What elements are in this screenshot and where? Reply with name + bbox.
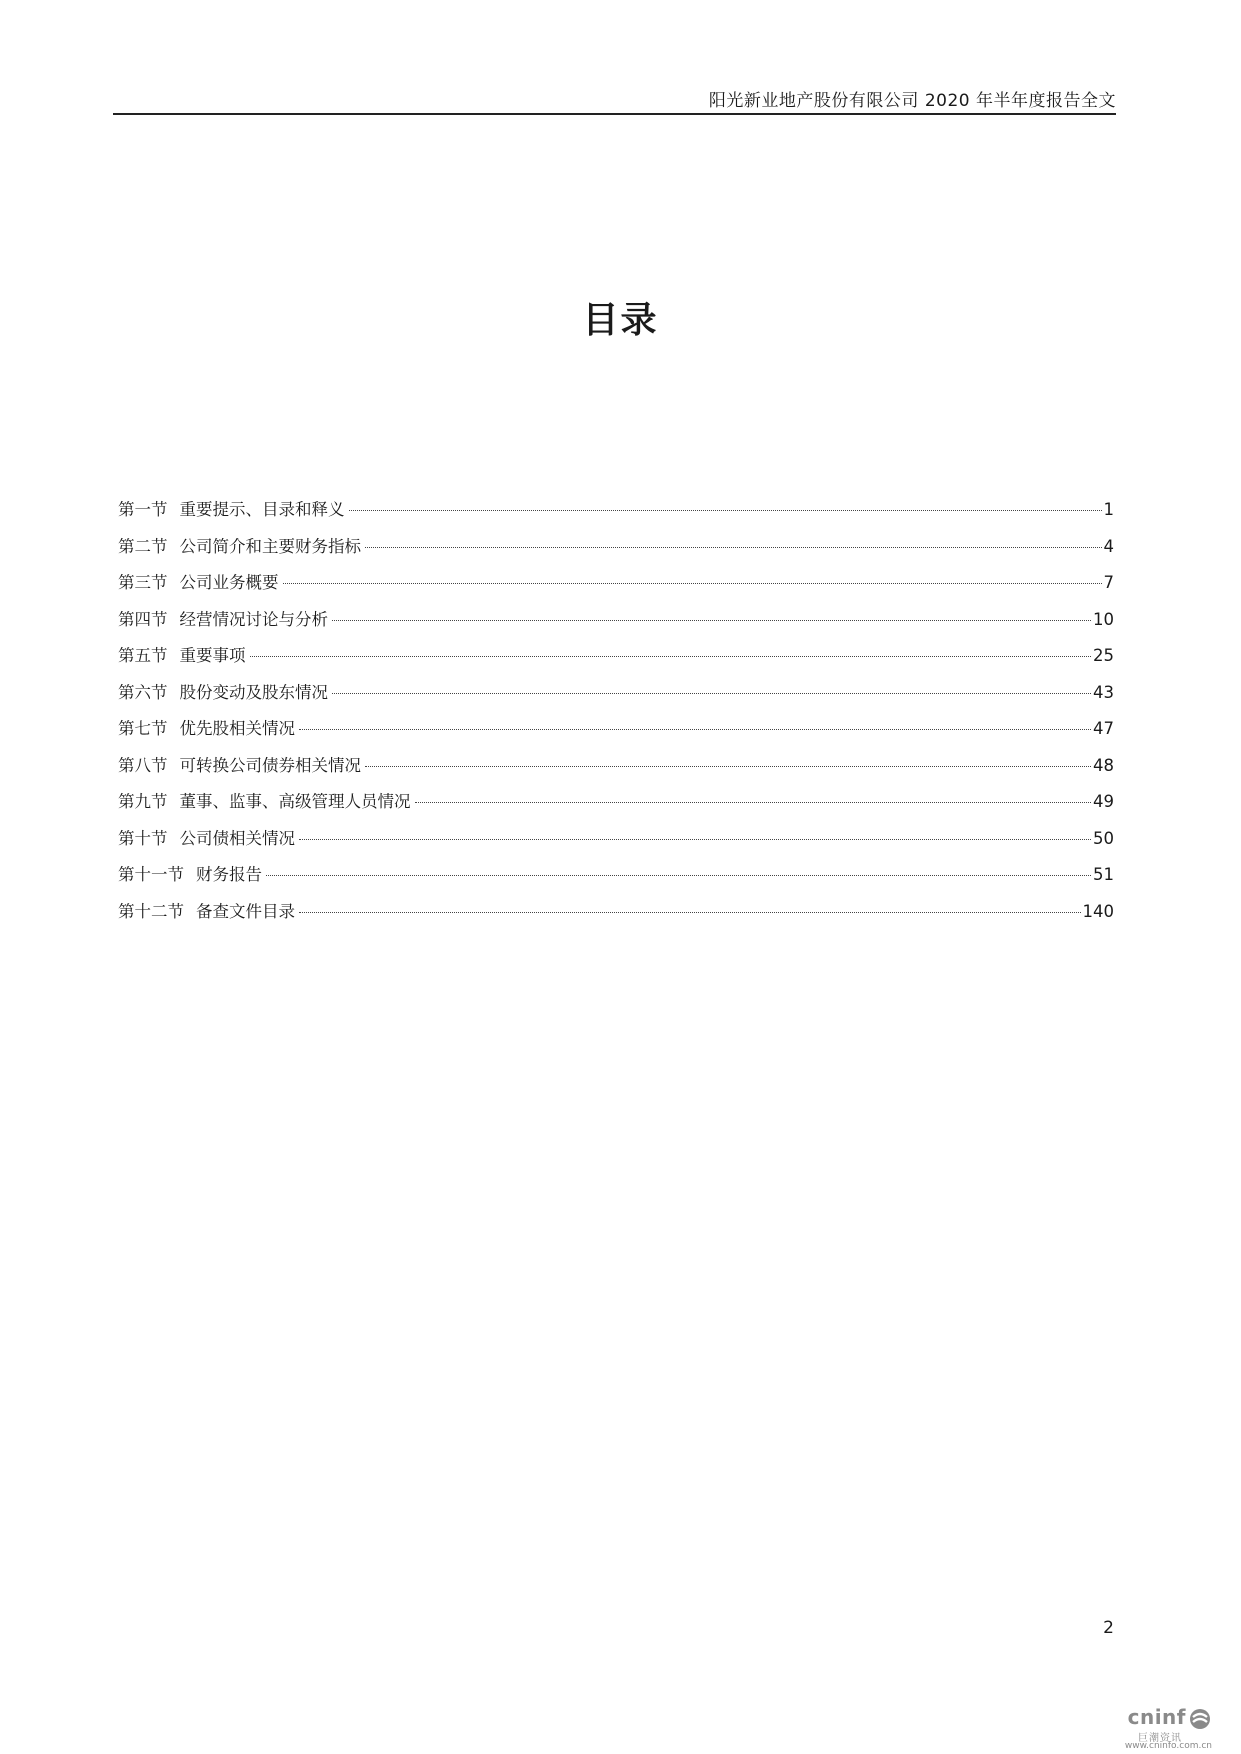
toc-entry[interactable] [118,861,1114,898]
toc-dot-leader [332,693,1091,694]
toc-dot-leader [365,547,1102,548]
toc-section-title: 公司债相关情况 [179,828,295,848]
toc-page-number: 7 [1103,573,1114,592]
toc-page-number: 47 [1093,719,1114,738]
page-title: 目录 [582,300,659,341]
toc-section-title: 重要事项 [179,646,246,665]
page-number: 2 [1103,1618,1114,1638]
toc-dot-leader [415,802,1092,803]
toc-section-title: 公司业务概要 [179,573,279,592]
toc-section-number: 第十二节 [118,901,184,921]
toc-section-title: 重要提示、目录和释义 [179,500,345,519]
cninfo-logo-icon [1188,1707,1212,1731]
table-of-contents [118,496,1114,934]
toc-entry[interactable] [118,715,1114,752]
toc-dot-leader [349,510,1102,511]
toc-dot-leader [250,656,1092,657]
header-divider [113,113,1116,115]
toc-page-number: 25 [1093,646,1114,665]
toc-section-number: 第四节 [118,609,168,629]
toc-entry[interactable] [118,533,1114,570]
toc-section-title: 公司简介和主要财务指标 [179,536,361,556]
toc-section-number: 第三节 [118,573,168,592]
toc-page-number: 49 [1093,792,1114,811]
toc-dot-leader [299,912,1081,913]
toc-dot-leader [299,839,1091,840]
logo-url: www.cninfo.com.cn [1124,1741,1212,1751]
toc-dot-leader [365,766,1091,767]
toc-section-number: 第六节 [118,682,168,702]
toc-dot-leader [266,875,1091,876]
toc-section-number: 第一节 [118,500,168,519]
toc-section-number: 第二节 [118,536,168,556]
cninfo-watermark [1102,1705,1212,1753]
running-header: 阳光新业地产股份有限公司 2020 年半年度报告全文 [708,91,1116,111]
toc-section-title: 经营情况讨论与分析 [179,609,328,629]
toc-dot-leader [332,620,1091,621]
toc-section-title: 可转换公司债券相关情况 [179,755,361,775]
toc-page-number: 43 [1093,682,1114,702]
toc-section-title: 优先股相关情况 [179,719,295,738]
toc-page-number: 50 [1093,828,1114,848]
logo-chinese-name: 巨潮资讯 [1138,1733,1182,1744]
toc-section-number: 第十节 [118,828,168,848]
toc-entry[interactable] [118,606,1114,643]
toc-section-title: 股份变动及股东情况 [179,682,328,702]
toc-entry[interactable] [118,569,1114,606]
toc-section-number: 第八节 [118,755,168,775]
toc-entry[interactable] [118,752,1114,789]
toc-page-number: 140 [1082,901,1114,921]
toc-section-title: 财务报告 [196,865,262,884]
toc-page-number: 48 [1093,755,1114,775]
toc-entry[interactable] [118,679,1114,716]
toc-entry[interactable] [118,825,1114,862]
toc-entry[interactable] [118,642,1114,679]
toc-dot-leader [299,729,1091,730]
toc-page-number: 51 [1093,865,1114,884]
toc-entry[interactable] [118,496,1114,533]
toc-page-number: 1 [1103,500,1114,519]
toc-section-number: 第七节 [118,719,168,738]
toc-section-number: 第九节 [118,792,168,811]
toc-section-number: 第五节 [118,646,168,665]
toc-entry[interactable] [118,788,1114,825]
toc-section-title: 董事、监事、高级管理人员情况 [179,792,411,811]
toc-page-number: 10 [1093,609,1114,629]
toc-entry[interactable] [118,898,1114,935]
logo-brand-text: cninf [1127,1705,1186,1729]
toc-section-number: 第十一节 [118,865,184,884]
toc-section-title: 备查文件目录 [196,901,295,921]
toc-dot-leader [283,583,1102,584]
toc-page-number: 4 [1103,536,1114,556]
